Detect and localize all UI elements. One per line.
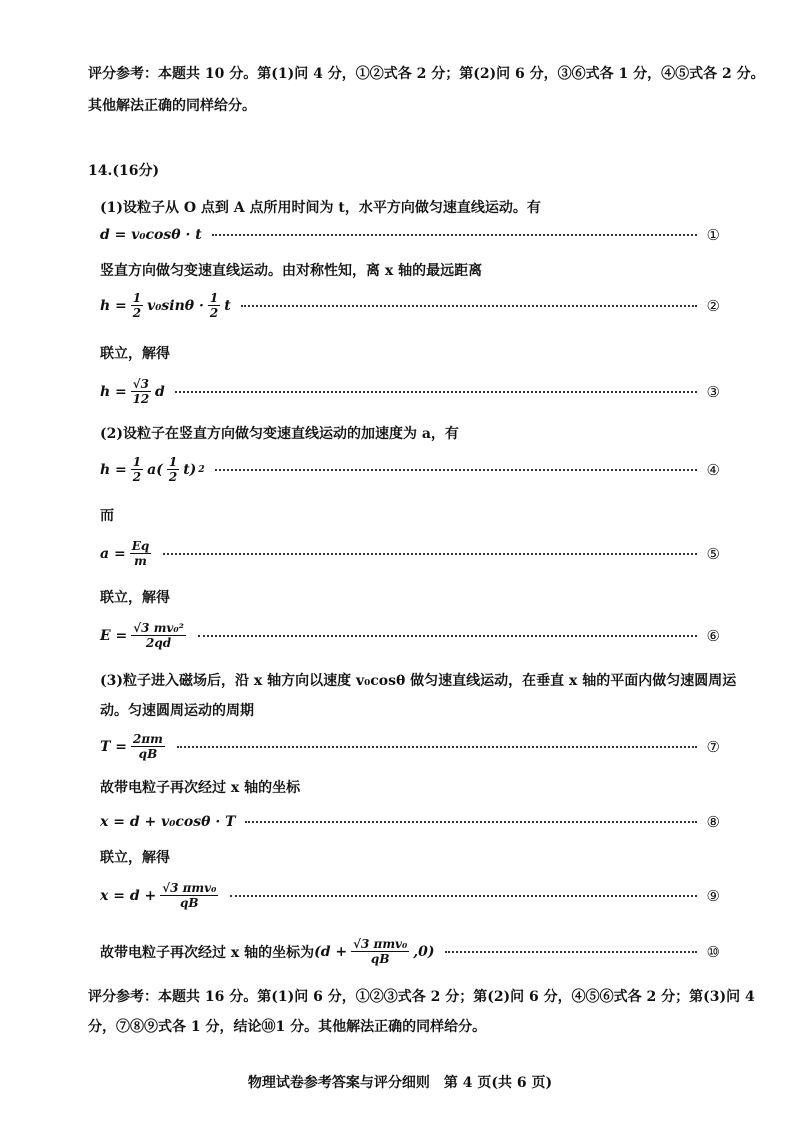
lhs: x = d + bbox=[100, 887, 157, 904]
denominator: m bbox=[134, 554, 147, 568]
equation-number: ⑦ bbox=[706, 737, 720, 756]
equation-4 bbox=[100, 455, 720, 484]
denominator: 2 bbox=[209, 306, 219, 320]
dot-leader bbox=[230, 895, 696, 897]
scoring-1: 评分参考：本题共 16 分。第(1)问 6 分，①②③式各 2 分；第(2)问 6 分，④⑤⑥式各 2 分；第(3)问 4 bbox=[88, 989, 755, 1005]
formula bbox=[314, 937, 434, 966]
dot-leader bbox=[445, 951, 697, 953]
numerator: 1 bbox=[132, 455, 142, 469]
numerator: √3 mv₀² bbox=[133, 621, 184, 635]
formula bbox=[100, 291, 231, 320]
dot-leader bbox=[245, 821, 696, 823]
dot-leader bbox=[241, 305, 697, 307]
page-footer: 物理试卷参考答案与评分细则 第 4 页(共 6 页) bbox=[247, 1075, 553, 1091]
formula bbox=[100, 732, 167, 761]
equation-7 bbox=[100, 732, 720, 761]
scoring-prev-1: 评分参考：本题共 10 分。第(1)问 4 分，①②式各 2 分；第(2)问 6 分，③⑥式各 1 分，④⑤式各 2 分。 bbox=[88, 66, 765, 82]
lhs: T = bbox=[100, 738, 128, 755]
formula bbox=[100, 539, 153, 568]
denominator: qB bbox=[138, 747, 158, 761]
equation-10 bbox=[100, 937, 720, 966]
lhs: a = bbox=[100, 545, 126, 562]
lhs: E = bbox=[100, 627, 128, 644]
equation-3 bbox=[100, 377, 720, 406]
dot-leader bbox=[177, 746, 697, 748]
numerator: √3 πmv₀ bbox=[353, 937, 408, 951]
equation-number: ⑨ bbox=[706, 886, 720, 905]
denominator: 2 bbox=[168, 470, 178, 484]
equation-number: ① bbox=[706, 226, 720, 244]
equation-number: ⑧ bbox=[706, 813, 720, 831]
dot-leader bbox=[163, 553, 696, 555]
term: t bbox=[224, 297, 231, 314]
equation-9 bbox=[100, 881, 720, 910]
formula: x = d + v₀cosθ · T bbox=[100, 814, 236, 830]
numerator: √3 πmv₀ bbox=[162, 881, 217, 895]
solve-label-3: 联立，解得 bbox=[100, 850, 170, 866]
part2-intro: (2)设粒子在竖直方向做匀变速直线运动的加速度为 a，有 bbox=[100, 426, 459, 442]
lhs: h = bbox=[100, 383, 127, 400]
numerator: 1 bbox=[132, 291, 142, 305]
numerator: Eq bbox=[131, 539, 150, 553]
part1-intro: (1)设粒子从 O 点到 A 点所用时间为 t，水平方向做匀速直线运动。有 bbox=[100, 200, 541, 216]
dot-leader bbox=[175, 391, 697, 393]
equation-8 bbox=[100, 813, 720, 831]
numerator: 1 bbox=[209, 291, 219, 305]
term: v₀sinθ · bbox=[147, 297, 204, 314]
denominator: 2qd bbox=[146, 636, 172, 650]
solve-label-1: 联立，解得 bbox=[100, 346, 170, 362]
solve-label-2: 联立，解得 bbox=[100, 590, 170, 606]
denominator: qB bbox=[180, 896, 199, 910]
equation-6 bbox=[100, 621, 720, 650]
scoring-prev-2: 其他解法正确的同样给分。 bbox=[88, 98, 256, 114]
part1-vertical: 竖直方向做匀变速直线运动。由对称性知，离 x 轴的最远距离 bbox=[100, 263, 483, 279]
denominator: 2 bbox=[132, 306, 142, 320]
lhs: h = bbox=[100, 461, 127, 478]
term: d bbox=[155, 383, 165, 400]
numerator: √3 bbox=[132, 377, 150, 391]
lhs: h = bbox=[100, 297, 127, 314]
term: ,0) bbox=[413, 943, 435, 960]
formula bbox=[100, 881, 220, 910]
equation-1 bbox=[100, 226, 720, 244]
formula: d = v₀cosθ · t bbox=[100, 227, 202, 243]
equation-number: ⑤ bbox=[706, 544, 720, 563]
and-label: 而 bbox=[100, 508, 114, 524]
equation-number: ④ bbox=[706, 460, 720, 479]
numerator: 2πm bbox=[133, 732, 163, 746]
equation-number: ③ bbox=[706, 382, 720, 401]
denominator: 12 bbox=[132, 392, 150, 406]
dot-leader bbox=[212, 234, 697, 236]
dot-leader bbox=[215, 469, 697, 471]
part3-intro-2: 动。匀速圆周运动的周期 bbox=[100, 703, 254, 719]
formula bbox=[100, 455, 205, 484]
scoring-2: 分，⑦⑧⑨式各 1 分，结论⑩1 分。其他解法正确的同样给分。 bbox=[88, 1019, 487, 1035]
term: t) bbox=[183, 461, 197, 478]
numerator: 1 bbox=[168, 455, 178, 469]
denominator: 2 bbox=[132, 470, 142, 484]
equation-number: ⑩ bbox=[706, 942, 720, 961]
equation-number: ⑥ bbox=[706, 626, 720, 645]
equation-2 bbox=[100, 291, 720, 320]
dot-leader bbox=[198, 635, 697, 637]
formula bbox=[100, 377, 165, 406]
equation-5 bbox=[100, 539, 720, 568]
denominator: qB bbox=[370, 952, 390, 966]
lhs: (d + bbox=[314, 943, 348, 960]
formula bbox=[100, 621, 188, 650]
conclusion-text: 故带电粒子再次经过 x 轴的坐标为 bbox=[100, 944, 315, 961]
part3-intro-1: (3)粒子进入磁场后，沿 x 轴方向以速度 v₀cosθ 做匀速直线运动，在垂直 x 轴的平面内做匀速圆周运 bbox=[100, 673, 737, 689]
term: a( bbox=[147, 461, 163, 478]
exponent: 2 bbox=[198, 464, 205, 475]
part3-coord: 故带电粒子再次经过 x 轴的坐标 bbox=[100, 780, 301, 796]
equation-number: ② bbox=[706, 296, 720, 315]
question-title: 14.(16分) bbox=[88, 163, 160, 179]
